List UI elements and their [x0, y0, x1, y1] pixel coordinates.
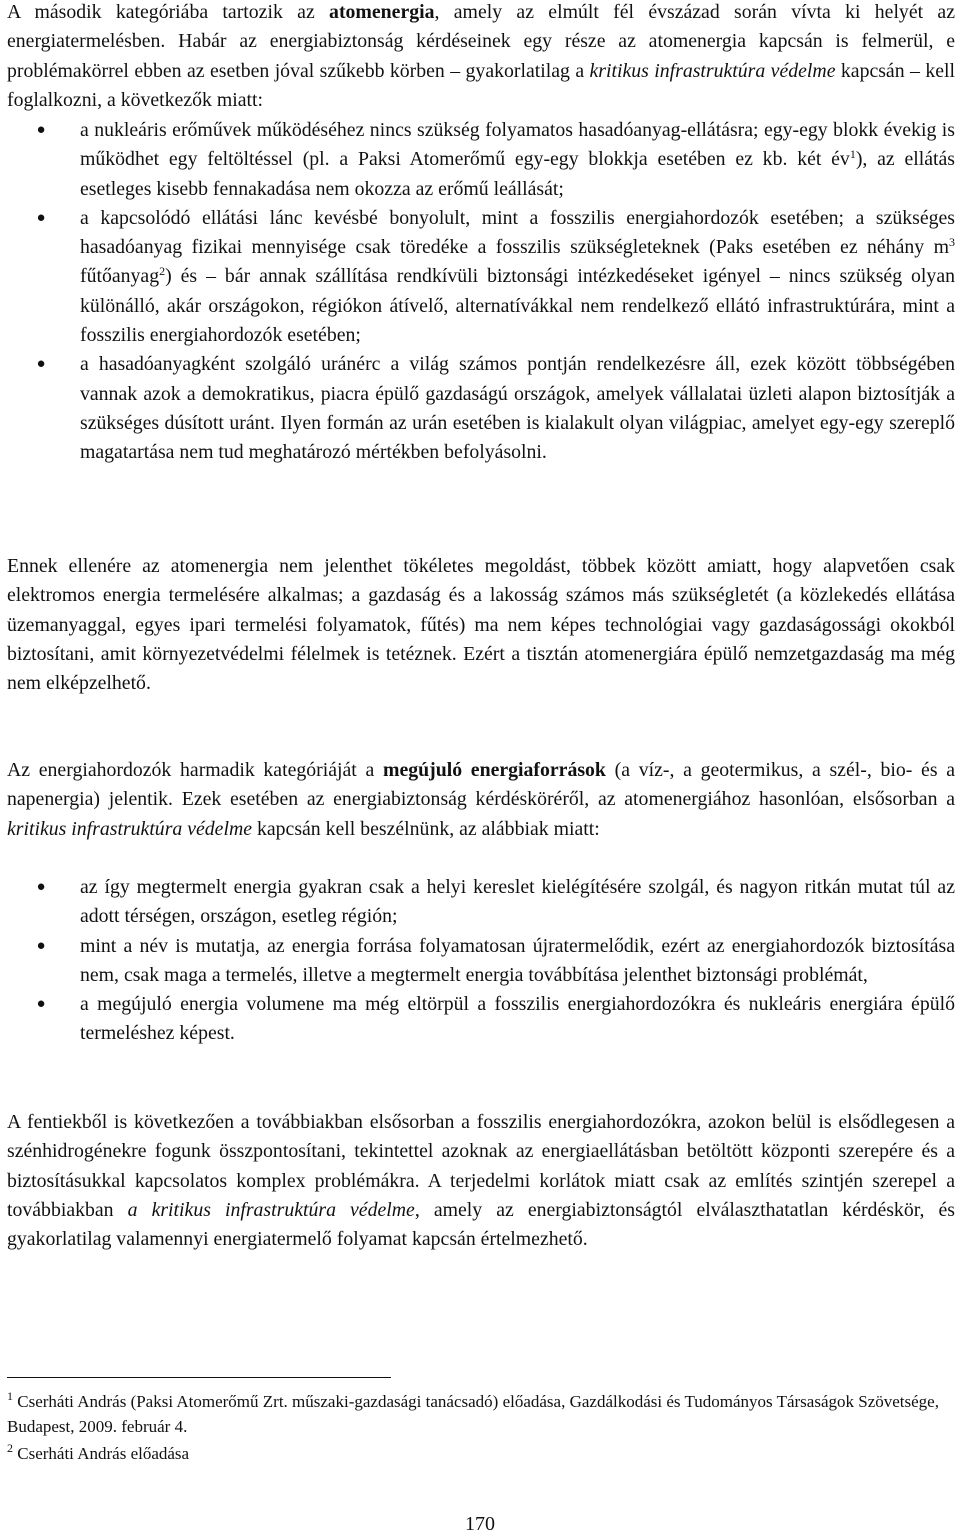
- bullet-icon: ●: [36, 996, 46, 1013]
- paragraph-megujulo-intro: [7, 756, 955, 844]
- footnote-1: [7, 1390, 955, 1439]
- bold-term-megujulo: megújuló energiaforrások: [382, 759, 606, 781]
- list-item-text: az így megtermelt energia gyakran csak a helyi kereslet kielégítésére szolgál, és nagyon ritkán mutat túl az adott térségen, országon, esetleg régión;: [80, 876, 955, 928]
- list-item: [0, 204, 955, 350]
- bullet-icon: ●: [36, 879, 46, 895]
- paragraph-text: kapcsán kell beszélnünk, az alábbiak miatt:: [252, 817, 600, 840]
- superscript: 3: [949, 235, 955, 250]
- paragraph-text: A fentiekből is következően a továbbiakban elsősorban a fosszilis energiahordozókra, azokon belül is elsődlegesen a szénhidrogénekre fogunk összpontosítani, tekintettel azoknak az energiaellátásban betöltött központi szerepére és a biztosításukkal kapcsolatos komplex problémákra. A terjedelmi korlátok miatt csak az említés szintjén szerepel a továbbiakban: [7, 1111, 955, 1221]
- footnote-separator: [7, 1377, 391, 1378]
- list-item-text: a megújuló energia volumene ma még eltörpül a fosszilis energiahordozókra és nukleáris energiára épülő termeléshez képest.: [80, 993, 955, 1045]
- list-item-text: ), az ellátás esetleges kisebb fennakadása nem okozza az erőmű leállását;: [80, 148, 955, 200]
- footnote-text: Cserháti András (Paksi Atomerőmű Zrt. műszaki-gazdasági tanácsadó) előadása, Gazdálkodási és Tudományos Társaságok Szövetsége, Budapest, 2009. február 4.: [7, 1392, 939, 1436]
- paragraph-atomenergia-limits: Ennek ellenére az atomenergia nem jelenthet tökéletes megoldást, többek között amiatt, hogy alapvetően csak elektromos energia termelésére alkalmas; a gazdaság és a lakosság számos más szükségletét (a közlekedés ellátása üzemanyaggal, egyes ipari termelési folyamatok, fűtés) ma nem képes technológiai vagy gazdaságossági okokból biztosítani, amit környezetvédelmi félelmek is tetéznek. Ezért a tisztán atomenergiára épülő nemzetgazdaság ma még nem elképzelhető.: [7, 555, 955, 695]
- list-item-text: a kapcsolódó ellátási lánc kevésbé bonyolult, mint a fosszilis energiahordozók esetében; a szükséges hasadóanyag fizikai mennyisége csak töredéke a fosszilis szükségleteknek (Paks esetében ez néhány m: [80, 206, 955, 259]
- footnote-number: 2: [7, 1441, 13, 1455]
- bold-term-atomenergia: atomenergia: [329, 1, 435, 23]
- footnote-2: [7, 1442, 955, 1467]
- list-item: [0, 116, 955, 204]
- list-item: [0, 350, 955, 467]
- list-item-text: mint a név is mutatja, az energia forrása folyamatosan újratermelődik, ezért az energiahordozók biztosítása nem, csak maga a termelés, illetve a megtermelt energia továbbítása jelenthet biztonsági problémát,: [80, 934, 955, 986]
- list-item: [0, 873, 955, 932]
- bullet-icon: ●: [36, 122, 46, 138]
- list-item-text: a hasadóanyagként szolgáló uránérc a világ számos pontján rendelkezésre áll, ezek között többségében vannak azok a demokratikus, piacra épülő gazdaságú országok, amelyek vállalatai üzleti alapon biztosítják a szükséges dúsított uránt. Ilyen formán az urán esetében is kialakult olyan világpiac, amelyet egy-egy szereplő magatartása nem tud meghatározó mértékben befolyásolni.: [80, 353, 955, 464]
- bullet-list-atomenergia: [0, 116, 955, 468]
- paragraph-text: (a víz-, a geotermikus, a szél-, bio- és a napenergia) jelentik. Ezek esetében az energiabiztonság kérdésköréről, az atomenergiához hasonlóan, elsősorban a: [7, 759, 955, 811]
- paragraph-atomenergia-intro: [7, 0, 955, 115]
- list-item: [0, 990, 955, 1049]
- paragraph-text: Az energiahordozók harmadik kategóriáját a: [7, 759, 383, 781]
- list-item-text: ) és – bár annak szállítása rendkívüli biztonsági intézkedéseket igényel – nincs szükség olyan különálló, akár országokon, régiókon átívelő, alternatívákkal nem rendelkező ellátó infrastruktúrára, mint a fosszilis energiahordozók esetében;: [80, 265, 955, 347]
- page-number: 170: [465, 1513, 495, 1535]
- footnote-number: 1: [7, 1389, 13, 1403]
- paragraph-conclusion: [7, 1108, 955, 1254]
- paragraph-text: kapcsán – kell foglalkozni, a következők miatt:: [7, 59, 955, 111]
- footnote-text: Cserháti András előadása: [13, 1444, 190, 1463]
- paragraph-text: , amely az elmúlt fél évszázad során vívta ki helyét az energiatermelésben. Habár az energiabiztonság kérdéseinek egy része az atomenergia kapcsán is felmerül, e problémakörrel ebben az esetben jóval szűkebb körben – gyakorlatilag a: [7, 1, 955, 82]
- paragraph-text: A második kategóriába tartozik az: [7, 1, 330, 23]
- list-item-text: a nukleáris erőművek működéséhez nincs szükség folyamatos hasadóanyag-ellátásra; egy-egy blokk évekig is működhet egy feltöltéssel (pl. a Paksi Atomerőmű egy-egy blokkja esetében ez kb. két év: [80, 119, 955, 171]
- footnote-ref: 1: [849, 147, 856, 162]
- paragraph-text: , amely az energiabiztonságtól elválaszthatatlan kérdéskör, és gyakorlatilag valamennyi energiatermelő folyamat kapcsán értelmezhető.: [7, 1198, 955, 1251]
- italic-term: kritikus infrastruktúra védelme: [7, 817, 253, 840]
- footnote-ref: 2: [159, 264, 166, 279]
- list-item-text: fűtőanyag: [80, 265, 160, 288]
- bullet-list-megujulo: [0, 873, 955, 1049]
- bullet-icon: ●: [36, 209, 46, 226]
- bullet-icon: ●: [36, 937, 46, 954]
- italic-term: a kritikus infrastruktúra védelme: [127, 1198, 415, 1221]
- list-item: [0, 932, 955, 991]
- italic-term: kritikus infrastruktúra védelme: [589, 59, 836, 82]
- bullet-icon: ●: [36, 356, 46, 373]
